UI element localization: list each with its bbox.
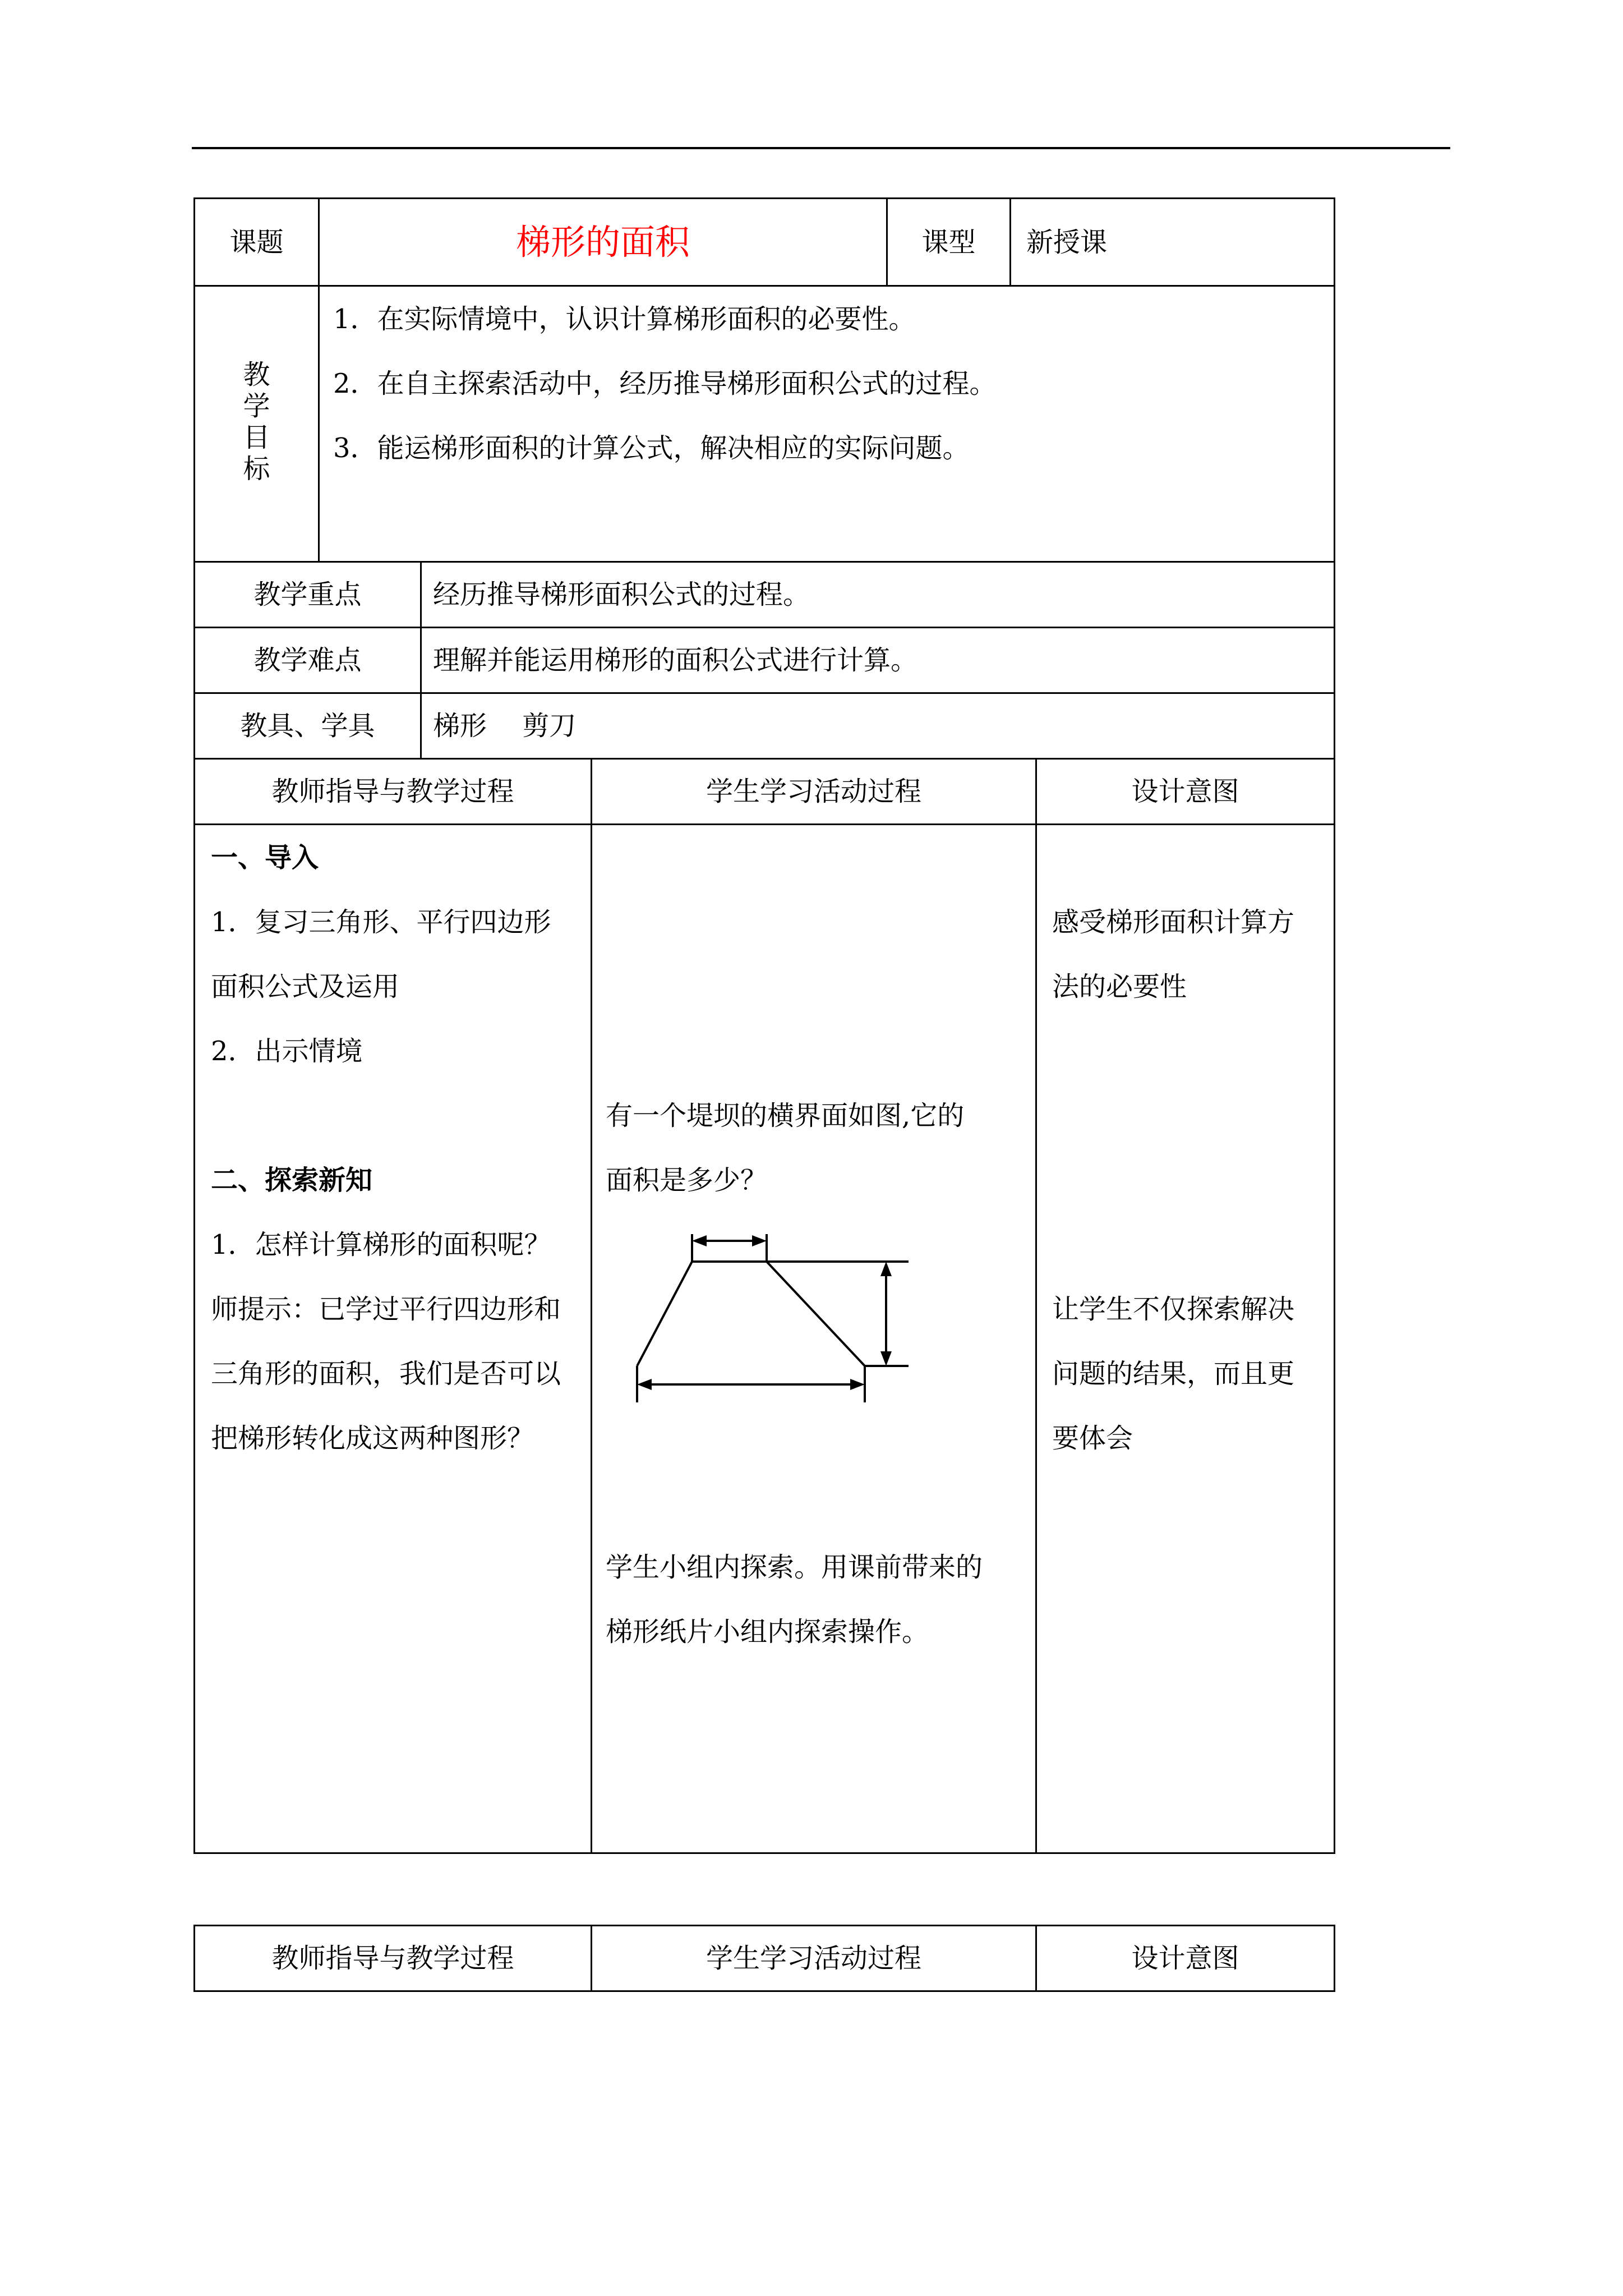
intent-text: 感受梯形面积计算方 [1052, 907, 1295, 938]
intent-text: 让学生不仅探索解决 [1052, 1294, 1295, 1325]
trapezoid-outline [637, 1262, 865, 1366]
teacher-text: 面积公式及运用 [211, 971, 400, 1002]
column-header-student: 学生学习活动过程 [706, 776, 921, 807]
arrowhead [637, 1379, 652, 1390]
difficulty-label: 教学难点 [253, 645, 362, 676]
tools-value: 梯形 剪刀 [433, 710, 577, 742]
table-border [193, 1990, 1335, 1992]
table-border [193, 823, 1335, 825]
student-text: 学生小组内探索。用课前带来的 [606, 1552, 983, 1583]
objectives-label-char: 标 [243, 453, 270, 485]
lesson-type-value: 新授课 [1026, 226, 1108, 258]
table-border [193, 285, 1335, 287]
lesson-type-label: 课型 [921, 226, 976, 258]
objective-item: 1．在实际情境中，认识计算梯形面积的必要性。 [333, 303, 916, 335]
topic-label: 课题 [229, 226, 284, 258]
key-point-label: 教学重点 [253, 579, 362, 610]
trapezoid-diagram [617, 1217, 931, 1419]
teacher-text: 师提示：已学过平行四边形和 [211, 1294, 561, 1325]
table-border [420, 561, 422, 759]
table-border [1334, 197, 1335, 1854]
table-border [1035, 758, 1037, 1854]
objectives-label-char: 教 [243, 359, 270, 390]
objectives-label-char: 学 [243, 390, 270, 422]
intent-text: 法的必要性 [1052, 971, 1187, 1002]
table-border [318, 285, 320, 562]
teacher-text: 把梯形转化成这两种图形？ [211, 1423, 534, 1454]
arrowhead [850, 1379, 865, 1390]
student-text: 梯形纸片小组内探索操作。 [606, 1616, 929, 1648]
column-header-student: 学生学习活动过程 [706, 1943, 921, 1974]
section-title: 二、探索新知 [211, 1165, 373, 1196]
column-header-intent: 设计意图 [1131, 776, 1239, 807]
table-border [1334, 1925, 1335, 1992]
arrowhead [752, 1235, 767, 1246]
teacher-text: 1．复习三角形、平行四边形 [211, 907, 551, 938]
table-border [591, 758, 592, 1854]
objectives-label [195, 359, 318, 485]
objective-item: 2．在自主探索活动中，经历推导梯形面积公式的过程。 [333, 368, 997, 399]
objectives-label-char: 目 [243, 422, 270, 453]
key-point-value: 经历推导梯形面积公式的过程。 [433, 579, 810, 610]
teacher-text: 1．怎样计算梯形的面积呢？ [211, 1229, 551, 1260]
section-title: 一、导入 [211, 842, 319, 873]
column-header-intent: 设计意图 [1131, 1943, 1239, 1974]
objective-item: 3．能运梯形面积的计算公式，解决相应的实际问题。 [333, 432, 970, 464]
student-text: 有一个堤坝的横界面如图,它的 [606, 1100, 965, 1131]
arrowhead [880, 1351, 892, 1366]
column-header-teacher: 教师指导与教学过程 [271, 776, 514, 807]
teacher-text: 三角形的面积，我们是否可以 [211, 1358, 561, 1389]
arrowhead [880, 1262, 892, 1276]
arrowhead [692, 1235, 707, 1246]
tools-label: 教具、学具 [240, 710, 375, 742]
table-border [193, 1852, 1335, 1854]
teacher-text: 2．出示情境 [211, 1036, 363, 1067]
column-header-teacher: 教师指导与教学过程 [271, 1943, 514, 1974]
header-rule [192, 147, 1450, 149]
intent-text: 要体会 [1052, 1423, 1133, 1454]
intent-text: 问题的结果，而且更 [1052, 1358, 1295, 1389]
difficulty-value: 理解并能运用梯形的面积公式进行计算。 [433, 645, 918, 676]
table-border [1009, 197, 1011, 286]
lesson-title: 梯形的面积 [515, 221, 690, 263]
student-text: 面积是多少？ [606, 1165, 768, 1196]
